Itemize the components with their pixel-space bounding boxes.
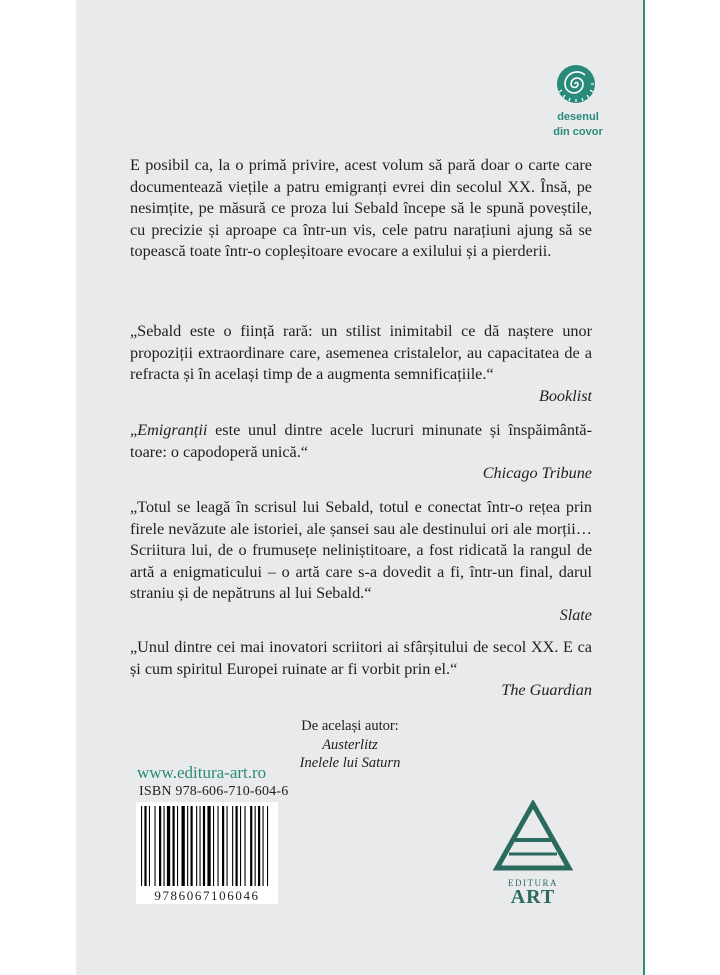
quote-text: este unul dintre acele lucruri minunate și înspăimântătoare: o capodoperă unică.“ (130, 421, 592, 461)
also-by-book: Austerlitz (322, 736, 378, 753)
quote-slate (130, 497, 592, 626)
barcode-bar (141, 806, 142, 886)
barcode-bar (245, 806, 246, 886)
barcode-bar (144, 806, 146, 886)
series-name-line1: desenul (557, 111, 599, 123)
barcode-bar (182, 806, 185, 886)
barcode-bar (177, 806, 178, 886)
barcode-bar (200, 806, 201, 886)
quote-the-guardian (130, 637, 592, 702)
barcode-bar (267, 806, 268, 886)
publisher-website: www.editura-art.ro (137, 763, 267, 782)
barcode-bar (167, 806, 170, 886)
isbn-label: ISBN 978-606-710-604-6 (139, 784, 289, 799)
barcode-bar (240, 806, 241, 886)
quote-text: „Totul se leagă în scrisul lui Sebald, totul e conectat într-o rețea prin firele nevăzute ale istoriei, ale șansei sau ale destinului ori ale morții… Scriitura lui, de o frumusețe neliniștitoare, a fost ridicată la rangul de artă a enigmaticului – o artă care s-a dovedit a fi, într-un final, darul straniu și de nepătruns al lui Sebald.“ (130, 498, 592, 602)
barcode-bar (149, 806, 150, 886)
quote-text: „Sebald este o ființă rară: un stilist inimitabil ce dă naștere unor propoziții extraordinare care, asemenea cristalelor, au capacitatea de a refracta și în același timp de a augmenta semnificațiile.“ (130, 322, 592, 383)
series-spiral-icon (556, 64, 596, 104)
barcode-bar (236, 806, 238, 886)
barcode-bar (207, 806, 210, 886)
barcode-bar (222, 806, 224, 886)
quote-source: Chicago Tribune (482, 464, 592, 482)
barcode-bar (258, 806, 260, 886)
series-name (548, 110, 608, 140)
also-by-heading: De același autor: (301, 718, 399, 734)
series-name-line2: din covor (553, 126, 603, 138)
publisher-logo-icon (493, 800, 573, 872)
barcode-bar (218, 806, 219, 886)
barcode-bar (196, 806, 197, 886)
spine-edge (643, 0, 645, 975)
barcode-bar (250, 806, 252, 886)
quote-source: The Guardian (501, 681, 592, 699)
barcode-bar (155, 806, 156, 886)
also-by-book: Inelele lui Saturn (299, 755, 401, 771)
barcode-bar (263, 806, 264, 886)
barcode-bar (255, 806, 256, 886)
barcode-bar (191, 806, 193, 886)
publisher-label-small: EDITURA (508, 878, 558, 888)
publisher-label-big: ART (510, 886, 556, 908)
barcode-bar (213, 806, 214, 886)
barcode-bar (203, 806, 205, 886)
blurb-paragraph: E posibil ca, la o primă privire, acest volum să pară doar o carte care documentează viețile a patru emigranți evrei din secolul XX. Însă, pe nesimțite, pe măsură ce proza lui Sebald începe să le spună poveștile, cu precizie și aproape ca într-un vis, cele patru narațiuni ajung să se topească toate într-o copleșitoare evocare a exilului și a pierderii. (130, 156, 592, 260)
barcode-bar (164, 806, 165, 886)
quote-text: „Unul dintre cei mai inovatori scriitori ai sfârșitului de secol XX. E ca și cum spiritul Europei ruinate ar fi vorbit prin el.“ (130, 638, 592, 678)
barcode-bar (227, 806, 228, 886)
quote-open-mark: „ (130, 421, 138, 439)
book-title: Emigranții (137, 421, 208, 439)
barcode-bar (173, 806, 175, 886)
barcode-bar (232, 806, 233, 886)
quote-source: Booklist (538, 386, 592, 405)
barcode-digits: 9786067106046 (136, 888, 278, 904)
quote-chicago-tribune (130, 420, 592, 485)
barcode-bar (187, 806, 188, 886)
quote-booklist (130, 321, 592, 407)
barcode-bar (159, 806, 161, 886)
also-by-author (270, 717, 430, 773)
quote-source: Slate (559, 605, 592, 624)
